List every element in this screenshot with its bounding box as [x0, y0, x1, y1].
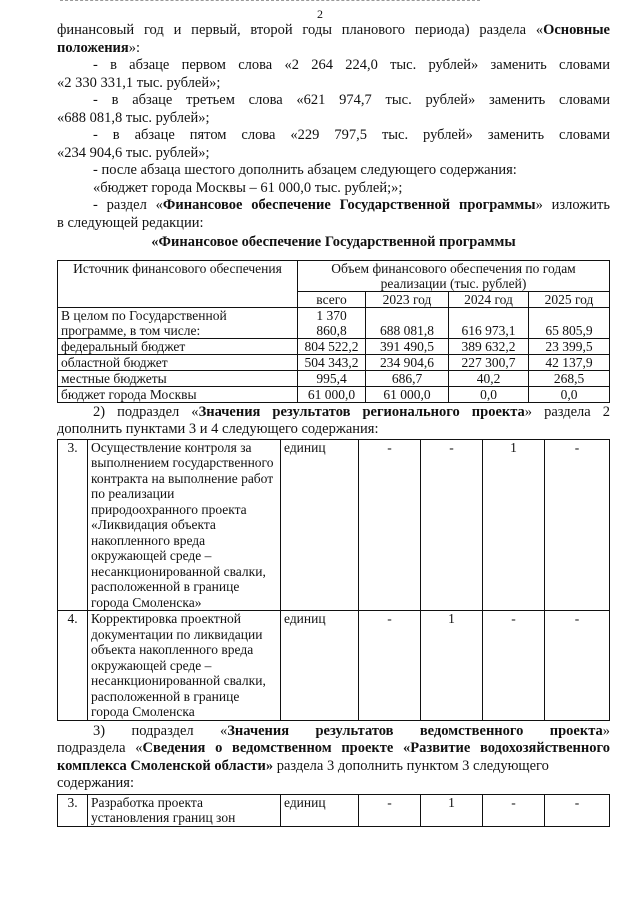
table-row [58, 611, 610, 721]
header-2023: 2023 год [366, 291, 449, 307]
cell-value: 42 137,9 [529, 354, 610, 370]
cell-value: - [483, 794, 545, 826]
cell-value: 389 632,2 [449, 338, 529, 354]
cell-value: 268,5 [529, 370, 610, 386]
bold-span: положения [57, 39, 129, 56]
paragraph-line: «234 904,6 тыс. рублей»; [57, 144, 210, 161]
text-span: 2) подраздел « [93, 403, 199, 420]
cell-value: - [359, 611, 421, 721]
cell-value: - [483, 611, 545, 721]
section-title: «Финансовое обеспечение Государственной программы [151, 234, 516, 250]
cell-value: - [545, 439, 610, 611]
text-span: » изложить [535, 197, 611, 213]
cell-value: 227 300,7 [449, 354, 529, 370]
text-span: 3) подраздел « [93, 722, 228, 739]
row-name: Разработка проекта установления границ зон [88, 794, 281, 826]
paragraph-line: - в абзаце первом слова «2 264 224,0 тыс. рублей» заменить словами [93, 57, 610, 73]
paragraph-line: - в абзаце третьем слова «621 974,7 тыс. рублей» заменить словами [93, 92, 610, 108]
cell-value: 686,7 [366, 370, 449, 386]
cell-value: 1 [483, 439, 545, 611]
header-volume: Объем финансового обеспечения по годам реализации (тыс. рублей) [298, 260, 610, 291]
paragraph-line [57, 22, 610, 40]
text-span: - раздел « [93, 197, 163, 213]
paragraph-line: - после абзаца шестого дополнить абзацем следующего содержания: [93, 162, 517, 178]
bold-span: Значения результатов регионального проекта [198, 403, 525, 420]
text-span: финансовый год и первый, второй годы планового периода) раздела « [57, 22, 544, 38]
departmental-results-table [57, 794, 610, 827]
cell-value: - [421, 439, 483, 611]
row-number: 4. [58, 611, 88, 721]
table-row [58, 354, 610, 370]
row-label: В целом по Государственной программе, в том числе: [58, 307, 298, 338]
row-number: 3. [58, 439, 88, 611]
header-2024: 2024 год [449, 291, 529, 307]
row-label: областной бюджет [58, 354, 298, 370]
paragraph-text [57, 740, 610, 775]
header-source: Источник финансового обеспечения [58, 260, 298, 307]
cell-value: 234 904,6 [366, 354, 449, 370]
cell-value: 391 490,5 [366, 338, 449, 354]
cell-value: 61 000,0 [366, 386, 449, 402]
text-span: » раздела 2 [524, 403, 610, 420]
cell-value: 995,4 [298, 370, 366, 386]
paragraph-line [57, 723, 610, 741]
table-row [58, 370, 610, 386]
cell-value: - [359, 439, 421, 611]
header-total: всего [298, 291, 366, 307]
scan-top-edge [60, 0, 480, 3]
cell-value: 61 000,0 [298, 386, 366, 402]
bold-span: Сведения о ведомственном проекте «Развитие водохозяйственного комплекса Смоленской области» [57, 740, 610, 774]
text-span: » [602, 722, 611, 739]
cell-value: - [359, 794, 421, 826]
cell-value: 1 370 860,8 [298, 307, 366, 338]
cell-value: - [545, 794, 610, 826]
page-number: 2 [317, 7, 323, 21]
row-label: местные бюджеты [58, 370, 298, 386]
table-row [58, 307, 610, 338]
header-2025: 2025 год [529, 291, 610, 307]
bold-span: Значения результатов ведомственного проекта [227, 722, 603, 739]
text-span: подраздела « [57, 740, 143, 756]
cell-value: 616 973,1 [449, 307, 529, 338]
cell-value: 1 [421, 611, 483, 721]
cell-value: 40,2 [449, 370, 529, 386]
regional-results-table [57, 439, 610, 721]
paragraph-line [57, 404, 610, 422]
row-unit: единиц [281, 611, 359, 721]
cell-value: - [545, 611, 610, 721]
table-row [58, 338, 610, 354]
paragraph-line: дополнить пунктами 3 и 4 следующего содержания: [57, 421, 379, 437]
row-name: Осуществление контроля за выполнением государственного контракта на выполнение работ по реализации природоохранного проекта «Ликвидация объекта накопленного вреда окружающей среде – несанкционированной свалки, расположенной в границе города Смоленска» [88, 439, 281, 611]
row-number: 3. [58, 794, 88, 826]
cell-value: 0,0 [449, 386, 529, 402]
text-span: раздела 3 дополнить пунктом 3 следующего [273, 757, 549, 774]
paragraph-line [57, 197, 610, 215]
paragraph-line [57, 40, 610, 58]
paragraph-line: содержания: [57, 775, 135, 791]
paragraph-line: «688 081,8 тыс. рублей»; [57, 109, 210, 126]
paragraph-line: «2 330 331,1 тыс. рублей»; [57, 74, 221, 91]
cell-value: 804 522,2 [298, 338, 366, 354]
table-row [58, 439, 610, 611]
table-row [58, 794, 610, 826]
cell-value: 688 081,8 [366, 307, 449, 338]
paragraph-line: - в абзаце пятом слова «229 797,5 тыс. рублей» заменить словами [93, 127, 610, 143]
row-name: Корректировка проектной документации по ликвидации объекта накопленного вреда окружающей среде – несанкционированной свалки, расположенной в границе города Смоленска [88, 611, 281, 721]
document-body [57, 22, 610, 827]
cell-value: 65 805,9 [529, 307, 610, 338]
paragraph-line: в следующей редакции: [57, 214, 204, 231]
row-unit: единиц [281, 794, 359, 826]
bold-span: Основные [543, 22, 610, 38]
cell-value: 504 343,2 [298, 354, 366, 370]
row-label: бюджет города Москвы [58, 386, 298, 402]
row-unit: единиц [281, 439, 359, 611]
text-span: »: [128, 39, 141, 56]
cell-value: 0,0 [529, 386, 610, 402]
bold-span: Финансовое обеспечение Государственной программы [162, 197, 536, 213]
row-label: федеральный бюджет [58, 338, 298, 354]
financing-table [57, 260, 610, 403]
table-row [58, 386, 610, 402]
cell-value: 23 399,5 [529, 338, 610, 354]
cell-value: 1 [421, 794, 483, 826]
paragraph-line: «бюджет города Москвы – 61 000,0 тыс. рублей;»; [93, 179, 403, 196]
